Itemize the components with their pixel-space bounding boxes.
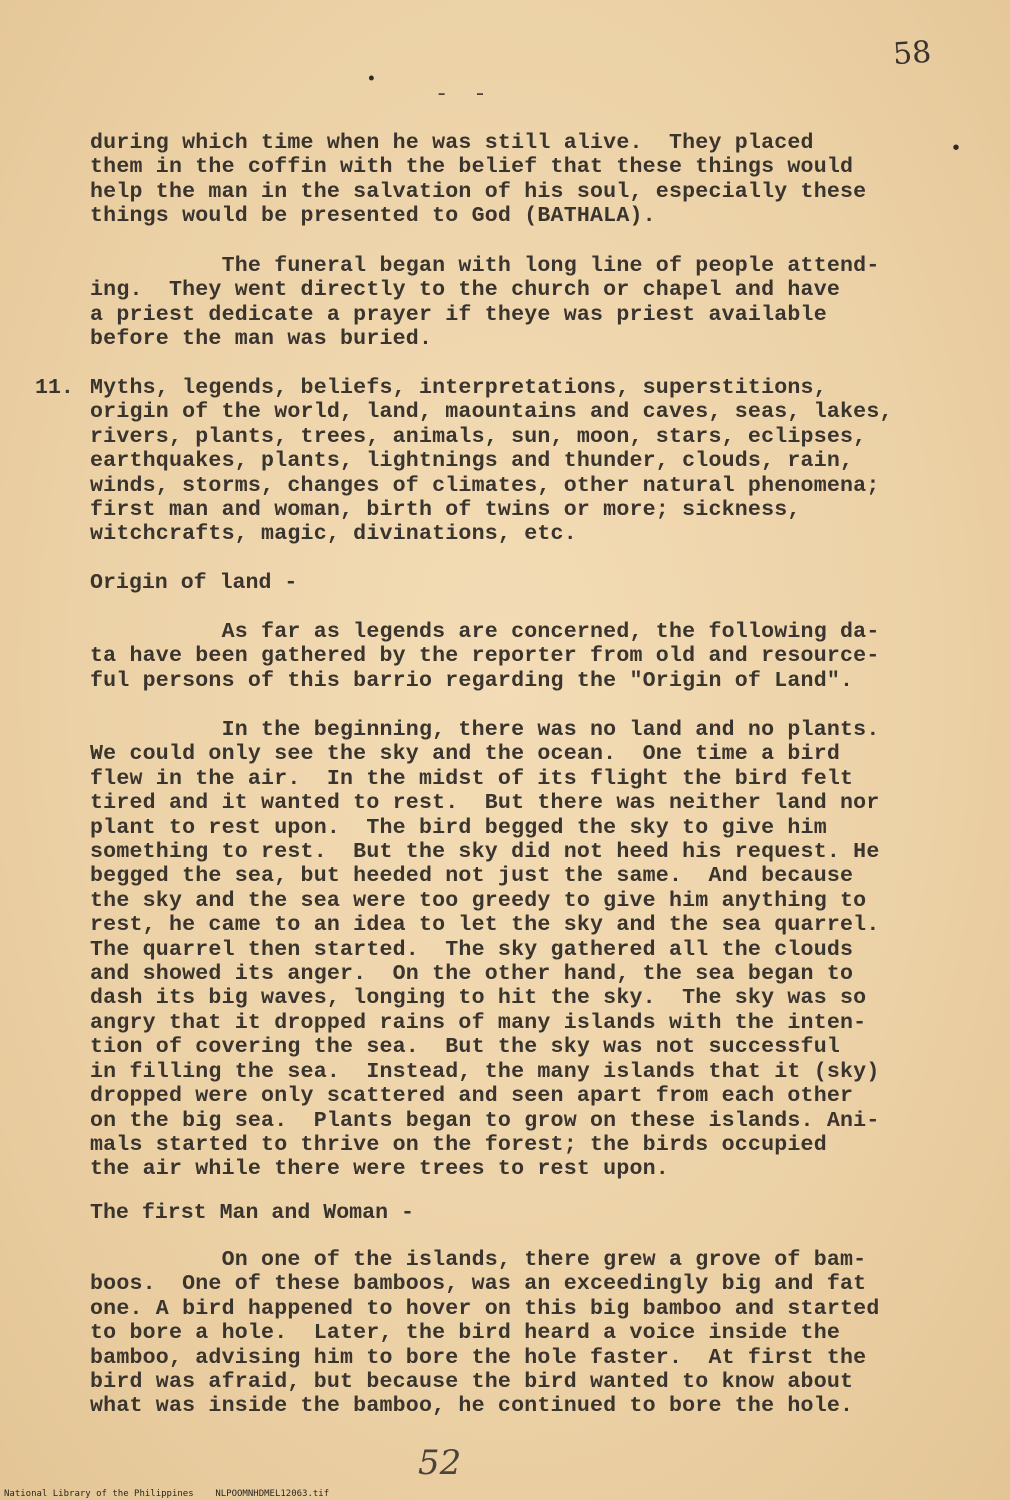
bullet-mark: • <box>950 138 963 161</box>
footer-caption <box>4 1489 329 1499</box>
footer-filename: NLPOOMNHDMEL12063.tif <box>215 1489 330 1499</box>
dot-mark: • <box>366 70 377 90</box>
top-dash: - - <box>435 82 493 107</box>
bottom-page-number: 52 <box>418 1443 462 1483</box>
paragraph-funeral: The funeral began with long line of people attend- ing. They went directly to the church or chapel and have a priest dedicate a prayer if theye was priest available before the man was buried. <box>90 254 880 352</box>
footer-library: National Library of the Philippines <box>4 1489 194 1499</box>
page-number-handwritten: 58 <box>891 34 933 73</box>
paragraph-first-man-story: On one of the islands, there grew a grove of bam- boos. One of these bamboos, was an exceedingly big and fat one. A bird happened to hover on this big bamboo and started to bore a hole. Later, the bird heard a voice inside the bamboo, advising him to bore the hole faster. At first the bird was afraid, but because the bird wanted to know about what was inside the bamboo, he continued to bore the hole. <box>90 1248 880 1419</box>
paragraph-burial-items: during which time when he was still alive. They placed them in the coffin with the belief that these things would help the man in the salvation of his soul, especially these things would be presented to God (BATHALA). <box>90 131 867 229</box>
paragraph-myths-topics: Myths, legends, beliefs, interpretations, superstitions, origin of the world, land, maountains and caves, seas, lakes, rivers, plants, trees, animals, sun, moon, stars, eclipses, earthquakes, plants, lightnings and thunder, clouds, rain, winds, storms, changes of climates, other natural phenomena; first man and woman, birth of twins or more; sickness, witchcrafts, magic, divinations, etc. <box>90 376 893 547</box>
item-number: 11. <box>35 376 74 400</box>
paragraph-origin-intro: As far as legends are concerned, the following da- ta have been gathered by the reporter from old and resource- ful persons of this barrio regarding the "Origin of Land". <box>90 620 880 693</box>
paragraph-origin-story: In the beginning, there was no land and no plants. We could only see the sky and the ocean. One time a bird flew in the air. In the midst of its flight the bird felt tired and it wanted to rest. But there was neither land nor plant to rest upon. The bird begged the sky to give him something to rest. But the sky did not heed his request. He begged the sea, but heeded not just the same. And because the sky and the sea were too greedy to give him anything to rest, he came to an idea to let the sky and the sea quarrel. The quarrel then started. The sky gathered all the clouds and showed its anger. On the other hand, the sea began to dash its big waves, longing to hit the sky. The sky was so angry that it dropped rains of many islands with the inten- tion of covering the sea. But the sky was not successful in filling the sea. Instead, the many islands that it (sky) dropped were only scattered and seen apart from each other on the big sea. Plants began to grow on these islands. Ani- mals started to thrive on the forest; the birds occupied the air while there were trees to rest upon. <box>90 718 880 1182</box>
heading-first-man-woman: The first Man and Woman - <box>90 1201 414 1225</box>
heading-origin-of-land: Origin of land - <box>90 571 298 595</box>
